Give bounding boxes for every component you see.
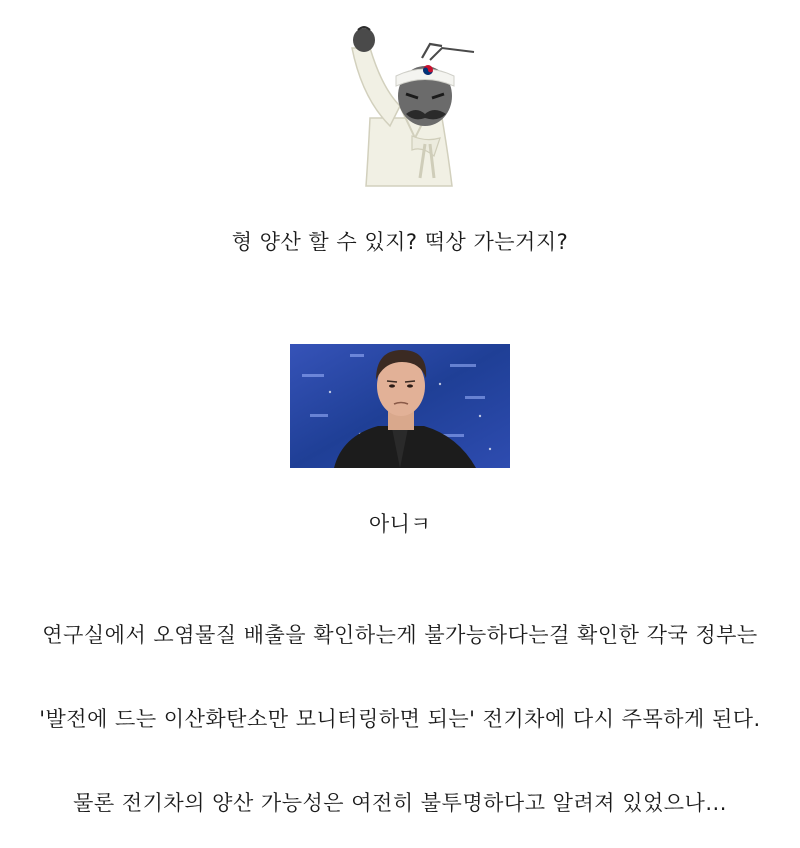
caption-answer: 아니ㅋ	[368, 512, 432, 536]
caption-paragraph-2: '발전에 드는 이산화탄소만 모니터링하면 되는' 전기차에 다시 주목하게 된다.	[39, 707, 761, 731]
raised-fist-mascot-icon	[330, 18, 490, 188]
caption-paragraph-1: 연구실에서 오염물질 배출을 확인하는게 불가능하다는걸 확인한 각국 정부는	[42, 623, 758, 647]
man-portrait-blue-backdrop-icon	[290, 344, 510, 468]
mascot-illustration	[330, 18, 490, 188]
portrait-photo	[290, 344, 510, 468]
caption-paragraph-3: 물론 전기차의 양산 가능성은 여전히 불투명하다고 알려져 있었으나...	[73, 791, 727, 815]
caption-question: 형 양산 할 수 있지? 떡상 가는거지?	[231, 230, 569, 254]
